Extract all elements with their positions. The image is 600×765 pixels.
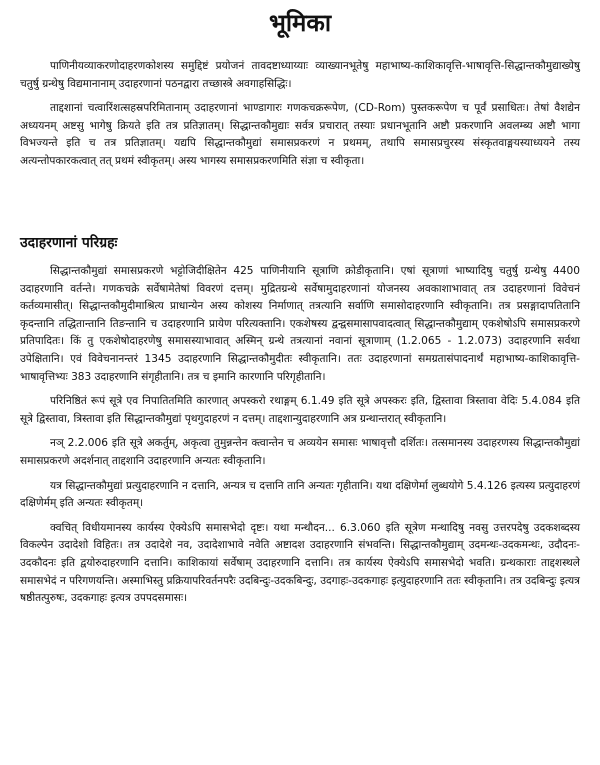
page-title: भूमिका [268, 9, 332, 37]
intro-paragraph: ताद्दशानां चत्वारिंशत्सहस्रपरिमितानाम् उदाहरणानां भाण्डागारः गणकचक्ररूपेण, (CD-Rom) पुस्तकरूपेण च पूर्वं प्रसाधितः। तेषां वैशद्येन अध्ययनम् अष्टसु भागेषु क्रियते इति तत्र प्रतिज्ञातम्। सिद्धान्तकौमुद्याः सर्वत्र प्रचारात् तस्याः प्रधानभूतानि अष्टौ प्रकरणानि अवलम्ब्य अष्टौ भागा विभज्यन्ते इति च तत्र प्रतिज्ञातम्। यद्यपि सिद्धान्तकौमुद्यां समासप्रकरणं न प्रथमम्, तथापि समासप्रचुरस्य संस्कृतवाङ्मयस्याध्ययने तस्य अत्यन्तोपकारकत्वात् तत् प्रथमं स्वीकृतम्। अस्य भागस्य समासप्रकरणमिति संज्ञा च स्वीकृता। [20, 102, 580, 167]
section-paragraph: क्वचित् विधीयमानस्य कार्यस्य ऐक्येऽपि समासभेदो दृष्टः। यथा मन्थौदन... 6.3.060 इति सूत्रेण मन्थादिषु नवसु उत्तरपदेषु उदकशब्दस्य विकल्पेन उदादेशो विहितः। तत्र उदादेशे नव, उदादेशाभावे नवेति अष्टादश उदाहरणानि संभवन्ति। सिद्धान्तकौमुद्याम् उदमन्थः-उदकमन्थः, उदौदनः-उदकौदनः इति द्वयोरुदाहरणानि दत्तानि। काशिकायां सर्वेषाम् उदाहरणानि दत्तानि। तत्र कार्यस्य ऐक्येऽपि समासभेदो भवति। ग्रन्थकाराः ताद्दशस्थले समासभेदं न परिगणयन्ति। अस्माभिस्तु प्रक्रियापरिवर्तनपरैः उदबिन्दुः-उदकबिन्दुः, उदगाहः-उदकगाहः इत्युदाहरणानि ततः स्वीकृतानि। तत्र उदबिन्दुः इत्यत्र षष्ठीतत्पुरुषः, उदकगाहः इत्यत्र उपपदसमासः। [20, 521, 580, 605]
section-paragraph: यत्र सिद्धान्तकौमुद्यां प्रत्युदाहरणानि न दत्तानि, अन्यत्र च दत्तानि तानि अन्यतः गृहीतानि। यथा दक्षिणेर्मा लुब्धयोगे 5.4.126 इत्यस्य प्रत्युदाहरणं दक्षिणेर्मम् इति अन्यतः स्वीकृतम्। [20, 479, 580, 510]
section-heading: उदाहरणानां परिग्रहः [20, 235, 118, 251]
section-block [20, 233, 580, 615]
section-paragraph: नञ् 2.2.006 इति सूत्रे अकर्तुम्, अकृत्वा तुमुन्नन्तेन क्त्वान्तेन च अव्ययेन समासः भाषावृत्तौ दर्शितः। तत्समानस्य उदाहरणस्य सिद्धान्तकौमुद्यां समासप्रकरणे अदर्शनात् ताद्दशानि उदाहरणानि अन्यतः स्वीकृतानि। [20, 437, 580, 467]
section-paragraph: सिद्धान्तकौमुद्यां समासप्रकरणे भट्टोजिदीक्षितेन 425 पाणिनीयानि सूत्राणि क्रोडीकृतानि। एषां सूत्राणां भाष्यादिषु चतुर्षु ग्रन्थेषु 4400 उदाहरणानि वर्तन्ते। गणकचक्रे सर्वेषामेतेषां विवरणं दत्तम्। मुद्रितग्रन्थे सर्वेषामुदाहरणानां योजनस्य अवकाशाभावात् तत्र उदाहरणानां विवेचनं कर्तव्यमासीत्। सिद्धान्तकौमुदीमाश्रित्य प्राधान्येन अस्य कोशस्य निर्माणात् तत्रत्यानि सर्वाणि समासोदाहरणानि स्वीकृतानि। तत्र प्रसङ्गादापतितानि कृदन्तानि तद्धितान्तानि तिङन्तानि च उदाहरणानि प्रायेण परित्यक्तानि। एकशेषस्य द्वन्द्वसमासापवादत्वात् सिद्धान्तकौमुद्याम् एकशेषोऽपि समासप्रकरणे प्रतिपादितः। किं तु एकशेषोदाहरणेषु समासस्याभावात् अस्मिन् ग्रन्थे तत्रत्यानां नवानां सूत्राणाम् (1.2.065 - 1.2.073) उदाहरणानि सर्वथा उपेक्षितानि। एवं विवेचनानन्तरं 1345 उदाहरणानि सिद्धान्तकौमुदीतः स्वीकृतानि। ततः उदाहरणानां समग्रतासंपादनार्थं महाभाष्य-काशिकावृत्ति-भाषावृत्तिभ्यः 383 उदाहरणानि संगृहीतानि। तत्र च इमानि कारणानि परिगृहीतानि। [20, 265, 580, 383]
intro-block [20, 58, 580, 178]
section-paragraph: परिनिष्ठितं रूपं सूत्रे एव निपातितमिति कारणात् अपस्करो रथाङ्गम् 6.1.49 इति सूत्रे अपस्करः इति, द्विस्तावा त्रिस्तावा वेदिः 5.4.084 इति सूत्रे द्विस्तावा, त्रिस्तावा इति सिद्धान्तकौमुद्यां पृथगुदाहरणं न दत्तम्। ताद्दशान्युदाहरणानि अत्र ग्रन्थान्तरात् स्वीकृतानि। [20, 395, 580, 425]
intro-paragraph: पाणिनीयव्याकरणोदाहरणकोशस्य समुद्दिष्टं प्रयोजनं तावदष्टाध्याय्याः व्याख्यानभूतेषु महाभाष्य-काशिकावृत्ति-भाषावृत्ति-सिद्धान्तकौमुद्याख्येषु चतुर्षु ग्रन्थेषु विद्यमानानाम् उदाहरणानां पठनद्वारा तच्छास्त्रे अवगाहसिद्धिः। [20, 60, 580, 90]
